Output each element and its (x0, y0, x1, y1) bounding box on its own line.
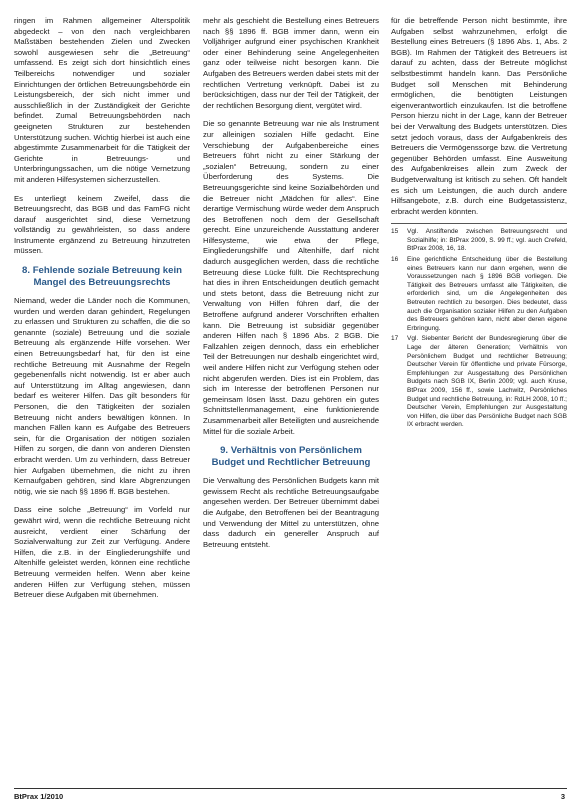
text-column-2 (203, 16, 379, 550)
footnotes (391, 223, 567, 430)
footnote-number: 17 (391, 335, 399, 343)
footnote-number: 16 (391, 256, 399, 264)
journal-name: BtPrax 1/2010 (14, 792, 64, 801)
footnote-number: 15 (391, 228, 399, 236)
section-heading: 8. Fehlende soziale Betreuung kein Mangel des Betreuungsrechts (22, 265, 182, 288)
footnote (391, 228, 567, 254)
footnote (391, 335, 567, 430)
paragraph: für die betreffende Person nicht bestimmte, ihre Aufgaben selbst wahrzunehmen, erfolgt die Bestellung eines Betreuers (§ 1896 Abs. 1, Abs. 2 BGB). Im Rahmen der Tätigkeit des Betreuers ist darauf zu achten, dass der Betreute möglichst selbstbestimmt handeln kann. Das Persönliche Budget soll Menschen mit Behinderung ermöglichen, die benötigten Leistungen eigenverantwortlich einzukaufen. Ist die betroffene Person hierzu nicht in der Lage, kann der Betreuer bei der Verwaltung des Budgets unterstützen. Dies setzt jedoch voraus, dass der Aufgabenkreis des Betreuers die Vermögenssorge bzw. die Vertretung gegenüber Behörden umfasst. Eine Ausweitung des Aufgabenkreises allein zum Zweck der Budgetverwaltung ist kritisch zu sehen. Oft handelt es sich um Leistungen, die auch durch andere Hilfsangebote, z.B. durch eine Budgetassistenz, erbracht werden könnten. (391, 16, 567, 216)
paragraph: ringen im Rahmen allgemeiner Alterspolitik abgedeckt – von den nach vergleichbaren Maßstäben bestehenden Zielen und Zwecken sowohl ausgewiesen sehr die „Betreuung“ umfassend. Es zeigt sich dort hinsichtlich eines Teilbereichs notwendiger und sozialer Einrichtungen der örtlichen Betreuungsbehörde ein Leistungsbereich, der sich nicht immer und ausschließlich in der Zuständigkeit der Gerichte befindet. Zumal Betreuungsbehörden nach geeigneten Strukturen zur bestehenden Unterstützung suchen. Wichtig hierbei ist auch eine abgestimmte Zusammenarbeit für die Tätigkeit der Gerichte in Betreuungs- und Unterbringungssachen, um die nötige Vernetzung mit anderen Hilfesystemen sicherzustellen. (14, 16, 190, 184)
paragraph: mehr als geschieht die Bestellung eines Betreuers nach §§ 1896 ff. BGB immer dann, wenn ein Volljähriger aufgrund einer psychischen Krankheit oder einer Behinderung seine Angelegenheiten ganz oder teilweise nicht besorgen kann. Die Aufgaben des Betreuers werden dabei stets mit der rechtlichen Vertretung verknüpft. Dabei ist zu berücksichtigen, dass nur der Teil der Tätigkeit, der der rechtlichen Besorgung dient, vergütet wird. (203, 16, 379, 110)
footer-rule (14, 788, 567, 789)
footnote-text: Eine gerichtliche Entscheidung über die Bestellung eines Betreuers kann nur dann ergehen, wenn die Voraussetzungen nach § 1896 BGB vorliegen. Die Tätigkeit des Betreuers umfasst alle Tätigkeiten, die erforderlich sind, um die Angelegenheiten des Betreuten rechtlich zu besorgen. Dies bedeutet, dass auch die Organisation sozialer Hilfen zu den Aufgaben des Betreuers gehören kann, nicht aber deren eigene Erbringung. (407, 256, 567, 332)
paragraph: Dass eine solche „Betreuung“ im Vorfeld nur gewährt wird, wenn die rechtliche Betreuung nicht ausreicht, verdient einer Schärfung der Sozialverwaltung zur Zeit zur Verfügung. Andere Hilfen, die z.B. in der Eingliederungshilfe und Altenhilfe geleistet werden, können eine rechtliche Betreuung vermeiden helfen. Wenn aber keine anderen Hilfen zur Verfügung stehen, müssen Betreuer diese Aufgaben mit übernehmen. (14, 505, 190, 600)
paragraph: Niemand, weder die Länder noch die Kommunen, wurden und werden daran gehindert, Regelungen zu erlassen und Strukturen zu schaffen, die die so genannte (soziale) Betreuung und die soziale Betreuung als ergänzende Hilfe vorsehen. Wer einen Betreuungsbedarf hat, für den ist eine rechtliche Betreuung mit Ausnahme der Regeln gegebenenfalls nicht notwendig. Ist er aber auch auf Unterstützung im Alltag angewiesen, dann bedarf es weiterer Hilfen. Das gilt besonders für Personen, die den Tätigkeiten der sozialen Betreuung nicht anders bewältigen können. In manchen Fällen kann es Aufgabe des Betreuers sein, für die Organisation der nötigen sozialen Hilfen zu sorgen, die dann von anderen Diensten erbracht werden. Um zu verhindern, dass Betreuer hier Aufgaben übernehmen, die nicht zu ihren Kernaufgaben gehören, sind klare Abgrenzungen nötig, wie sie nach §§ 1896 ff. BGB bestehen. (14, 296, 190, 496)
paragraph: Die so genannte Betreuung war nie als Instrument zur alleinigen sozialen Hilfe gedacht. Eine Verschiebung der Aufgabenbereiche eines Betreuers führt nicht zu einer Stärkung der „sozialen“ Betreuung, sondern zu einer Überforderung des Systems. Die Betreuungsgerichte sind keine Sozialbehörden und die Betreuer nicht „Mädchen für alles“. Eine derartige Vermischung würde weder dem Anspruch des Betroffenen noch dem der Gesellschaft gerecht. Eine unzureichende Ausstattung anderer Hilfesysteme, wie etwa der Pflege, Eingliederungshilfe und Altenhilfe, darf nicht dadurch ausgeglichen werden, dass die rechtliche Betreuung diese Lücke füllt. Die Rechtsprechung hat dies in ihren Entscheidungen deutlich gemacht und stets betont, dass die Betreuung nicht zur Verwaltung von Hilfen führen darf, die der Betroffene aufgrund anderer Vorschriften erhalten kann. Die Betreuung ist subsidiär gegenüber anderen Hilfen nach § 1896 Abs. 2 BGB. Die Fallzahlen zeigen dennoch, dass ein erheblicher Teil der Betreuungen nur deshalb eingerichtet wird, weil andere Hilfen nicht zur Verfügung stehen oder nicht abgerufen werden. Dies ist ein Problem, das sich im Interesse der betroffenen Personen nur gemeinsam lösen lässt. Dazu gehören ein gutes Schnittstellenmanagement, eine funktionierende Zusammenarbeit aller Beteiligten und ausreichende Mittel für die soziale Arbeit. (203, 119, 379, 436)
section-heading: 9. Verhältnis von Persönlichem Budget und Rechtlicher Betreuung (211, 445, 371, 468)
paragraph: Es unterliegt keinem Zweifel, dass die Betreuungsrecht, das BGB und das FamFG nicht darauf ausgerichtet sind, diese Vernetzung vollständig zu gewährleisten, so dass andere Instrumente ergänzend zu Betreuung hinzutreten müssen. (14, 193, 190, 256)
paragraph: Die Verwaltung des Persönlichen Budgets kann mit gewissem Recht als rechtliche Betreuungsaufgabe angesehen werden. Der Betreuer übernimmt dabei die Aufgabe, den Betroffenen bei der Beantragung und Verwendung der Mittel zu unterstützen, ohne dass dadurch ein genereller Anspruch auf Betreuung entsteht. (203, 476, 379, 549)
footnote-text: Vgl. Siebenter Bericht der Bundesregierung über die Lage der älteren Generation; Verhältnis von Persönlichem Budget und rechtlicher Betreuung; Deutscher Verein für öffentliche und private Fürsorge, Empfehlungen zur Ausgestaltung des Persönlichen Budgets nach SGB IX, Berlin 2009; vgl. auch Kruse, BtPrax 2009, 156 ff., sowie Lachwitz, Persönliches Budget und rechtliche Betreuung, in: RdLH 2008, 10 ff.; Deutscher Verein, Empfehlungen zur Ausgestaltung von Hilfen, die über das Persönliche Budget nach SGB IX erbracht werden. (407, 335, 567, 429)
footnote-text: Vgl. Anstiftende zwischen Betreuungsrecht und Sozialhilfe; in: BtPrax 2009, S. 99 ff.; vgl. auch Crefeld, BtPrax 2008, 16, 18. (407, 228, 567, 253)
footnote (391, 256, 567, 333)
page-number: 3 (560, 792, 565, 801)
text-column-3 (391, 16, 567, 432)
text-column-1 (14, 16, 190, 601)
